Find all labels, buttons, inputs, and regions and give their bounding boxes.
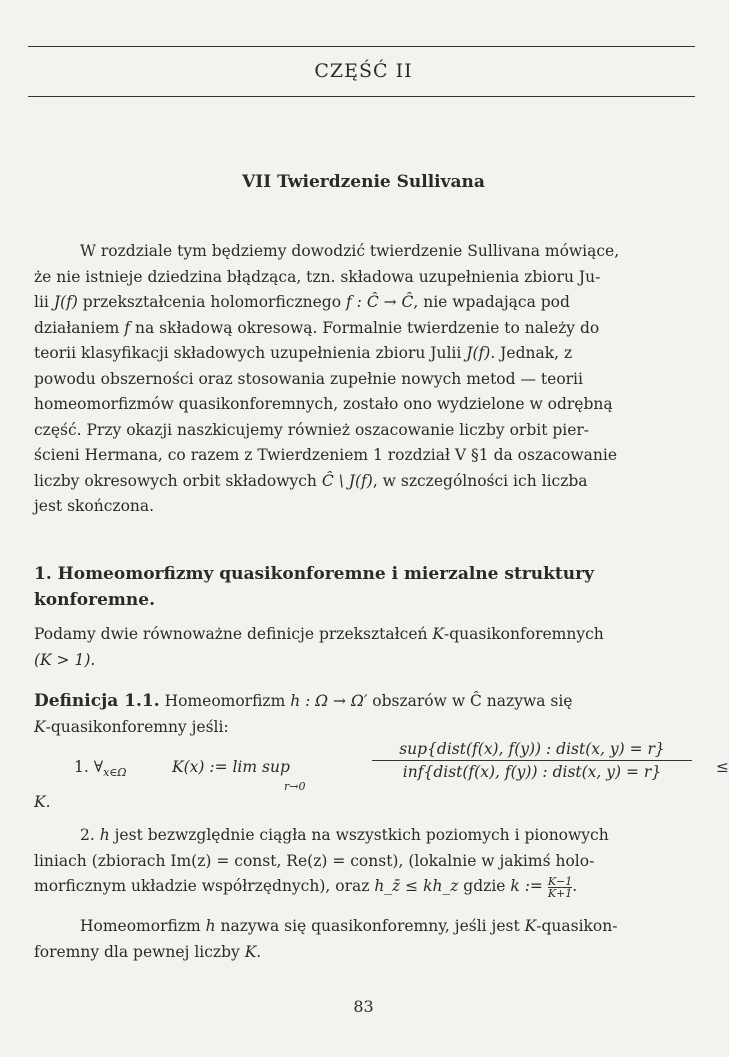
math: J(f): [466, 344, 491, 362]
fraction-denominator: inf{dist(f(x), f(y)) : dist(x, y) = r}: [402, 763, 662, 781]
math: f : Ĉ → Ĉ: [346, 293, 414, 311]
section-intro-line-2: (K > 1).: [34, 650, 96, 669]
math: K: [244, 942, 257, 961]
definition-line-2: [34, 715, 692, 741]
page-number: 83: [353, 997, 374, 1016]
math: k :=: [510, 877, 543, 895]
text: jest bezwzględnie ciągła na wszystkich poziomych i pionowych: [109, 826, 609, 844]
definition-line-1: [34, 689, 692, 715]
intro-line-5: [34, 341, 692, 367]
small-fraction: [548, 876, 572, 899]
text: działaniem: [34, 318, 125, 337]
part-title: CZĘŚĆ II: [314, 60, 413, 82]
section-intro: [34, 622, 692, 673]
text: , w szczególności ich liczba: [372, 471, 588, 490]
math: K: [34, 717, 46, 736]
intro-line-1: W rozdziale tym będziemy dowodzić twierdzenie Sullivana mówiące,: [80, 242, 620, 260]
condition-2-line-1: [34, 823, 692, 849]
condition-2-line-2: liniach (zbiorach Im(z) = const, Re(z) = const), (lokalnie w jakimś holo-: [34, 851, 595, 870]
intro-line-7: homeomorfizmów quasikonforemnych, zostało ono wydzielone w odrębną: [34, 395, 613, 413]
intro-line-11: jest skończona.: [34, 497, 155, 515]
text: liczby okresowych orbit składowych: [34, 471, 322, 490]
text: 1. ∀: [74, 758, 104, 776]
intro-paragraph: [34, 239, 692, 520]
text: -quasikonforemnych: [444, 625, 604, 643]
condition-1-lhs: K(x) := lim sup: [172, 758, 290, 776]
text: foremny dla pewnej liczby: [34, 942, 245, 961]
text: -quasikonforemny jeśli:: [45, 717, 229, 736]
math: f: [124, 318, 131, 337]
closing-paragraph: [34, 914, 692, 965]
text: .: [572, 877, 578, 895]
math: h : Ω → Ω′: [290, 692, 368, 710]
intro-line-4: [34, 316, 692, 342]
small-fraction-denominator: K+1: [547, 886, 573, 900]
section-title-line-2: konforemne.: [34, 590, 155, 610]
math: h: [99, 826, 110, 844]
condition-1-fraction: [372, 740, 692, 781]
intro-line-2: że nie istnieje dziedzina błądząca, tzn. składowa uzupełnienia zbioru Ju-: [34, 267, 601, 286]
definition-block: [34, 689, 692, 740]
text: nazywa się quasikonforemny, jeśli jest: [215, 917, 525, 935]
math: J(f): [53, 293, 78, 311]
math: x∈Ω: [103, 766, 127, 780]
intro-line-3: [34, 290, 692, 316]
text: Homeomorfizm: [80, 917, 206, 935]
section-title: [34, 561, 692, 613]
text: morficznym układzie współrzędnych), oraz: [34, 877, 375, 895]
condition-2: [34, 823, 692, 900]
closing-line-1: [34, 914, 692, 940]
text: -quasikon-: [536, 917, 618, 935]
text: gdzie: [458, 877, 511, 895]
chapter-title: VII Twierdzenie Sullivana: [242, 172, 485, 192]
text: na składową okresową. Formalnie twierdzenie to należy do: [130, 318, 600, 337]
fraction-numerator: sup{dist(f(x), f(y)) : dist(x, y) = r}: [372, 740, 692, 761]
text: , nie wpadająca pod: [413, 293, 570, 311]
math: K: [524, 917, 537, 935]
math: h_z̄ ≤ kh_z: [374, 877, 459, 895]
condition-1-tail: K.: [34, 793, 51, 811]
intro-line-6: powodu obszerności oraz stosowania zupełnie nowych metod — teorii: [34, 369, 583, 388]
condition-2-line-3: [34, 874, 692, 900]
text: teorii klasyfikacji składowych uzupełnienia zbioru Julii: [34, 344, 467, 362]
intro-line-8: część. Przy okazji naszkicujemy również oszacowanie liczby orbit pier-: [34, 420, 590, 439]
text: .: [256, 942, 262, 961]
section-title-line-1: 1. Homeomorfizmy quasikonforemne i mierzalne struktury: [34, 564, 594, 584]
text: 2.: [80, 826, 100, 844]
top-rule: [28, 46, 695, 47]
text: . Jednak, z: [490, 344, 573, 362]
math: h: [205, 917, 216, 935]
definition-label: Definicja 1.1.: [34, 691, 160, 711]
limit-subscript: r→0: [284, 780, 306, 793]
bottom-rule: [28, 96, 695, 97]
math: Ĉ \ J(f): [321, 471, 373, 490]
closing-line-2: [34, 940, 692, 966]
text: przekształcenia holomorficznego: [77, 293, 346, 311]
text: Homeomorfizm: [159, 692, 291, 710]
text: obszarów w Ĉ nazywa się: [367, 692, 573, 710]
section-intro-line-1: [34, 622, 692, 648]
condition-1-prefix: [74, 758, 127, 779]
intro-line-10: [34, 469, 692, 495]
intro-line-9: ścieni Hermana, co razem z Twierdzeniem 1 rozdział V §1 da oszacowanie: [34, 446, 617, 464]
relation-symbol: ≤: [716, 758, 729, 776]
math: K: [432, 625, 444, 643]
text: lii: [34, 293, 54, 311]
small-fraction-numerator: K−1: [547, 874, 573, 888]
text: Podamy dwie równoważne definicje przekształceń: [34, 625, 433, 643]
